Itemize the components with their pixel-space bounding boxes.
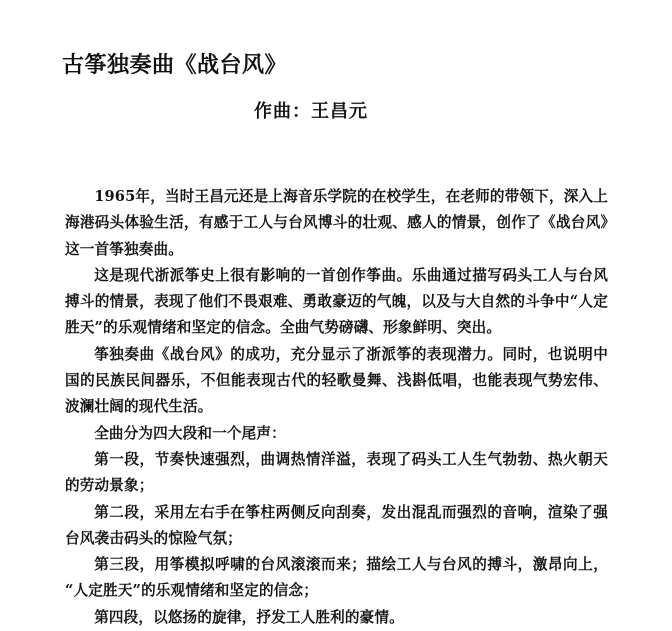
article-body	[65, 184, 608, 631]
paragraph-section-3: 第三段，用筝模拟呼啸的台风滚滚而来；描绘工人与台风的搏斗，激昂向上，“人定胜天”的乐观情绪和坚定的信念；	[65, 556, 608, 600]
page-title: 古筝独奏曲《战台风》	[62, 52, 288, 78]
paragraph-section-2: 第二段，采用左右手在筝柱两侧反向刮奏，发出混乱而强烈的音响，渲染了强台风袭击码头的惊险气氛；	[65, 503, 608, 547]
paragraph-potential: 筝独奏曲《战台风》的成功，充分显示了浙派筝的表现潜力。同时，也说明中国的民族民间器乐，不但能表现古代的轻歌曼舞、浅斟低唱，也能表现气势宏伟、波澜壮阔的现代生活。	[65, 345, 608, 416]
paragraph-structure: 全曲分为四大段和一个尾声：	[94, 424, 286, 442]
paragraph-section-4: 第四段，以悠扬的旋律，抒发工人胜利的豪情。	[94, 608, 404, 626]
paragraph-section-1: 第一段，节奏快速强烈，曲调热情洋溢，表现了码头工人生气勃勃、热火朝天的劳动景象；	[65, 450, 608, 495]
paragraph-significance: 这是现代浙派筝史上很有影响的一首创作筝曲。乐曲通过描写码头工人与台风搏斗的情景，表现了他们不畏艰难、勇敢豪迈的气魄，以及与大自然的斗争中“人定胜天”的乐观情绪和坚定的信念。全曲气势磅礴、形象鲜明、突出。	[65, 266, 608, 337]
paragraph-origin: 1965年，当时王昌元还是上海音乐学院的在校学生，在老师的带领下，深入上海港码头体验生活，有感于工人与台风博斗的壮观、感人的情景，创作了《战台风》这一首筝独奏曲。	[65, 188, 608, 258]
composer-byline: 作曲：王昌元	[254, 101, 368, 122]
